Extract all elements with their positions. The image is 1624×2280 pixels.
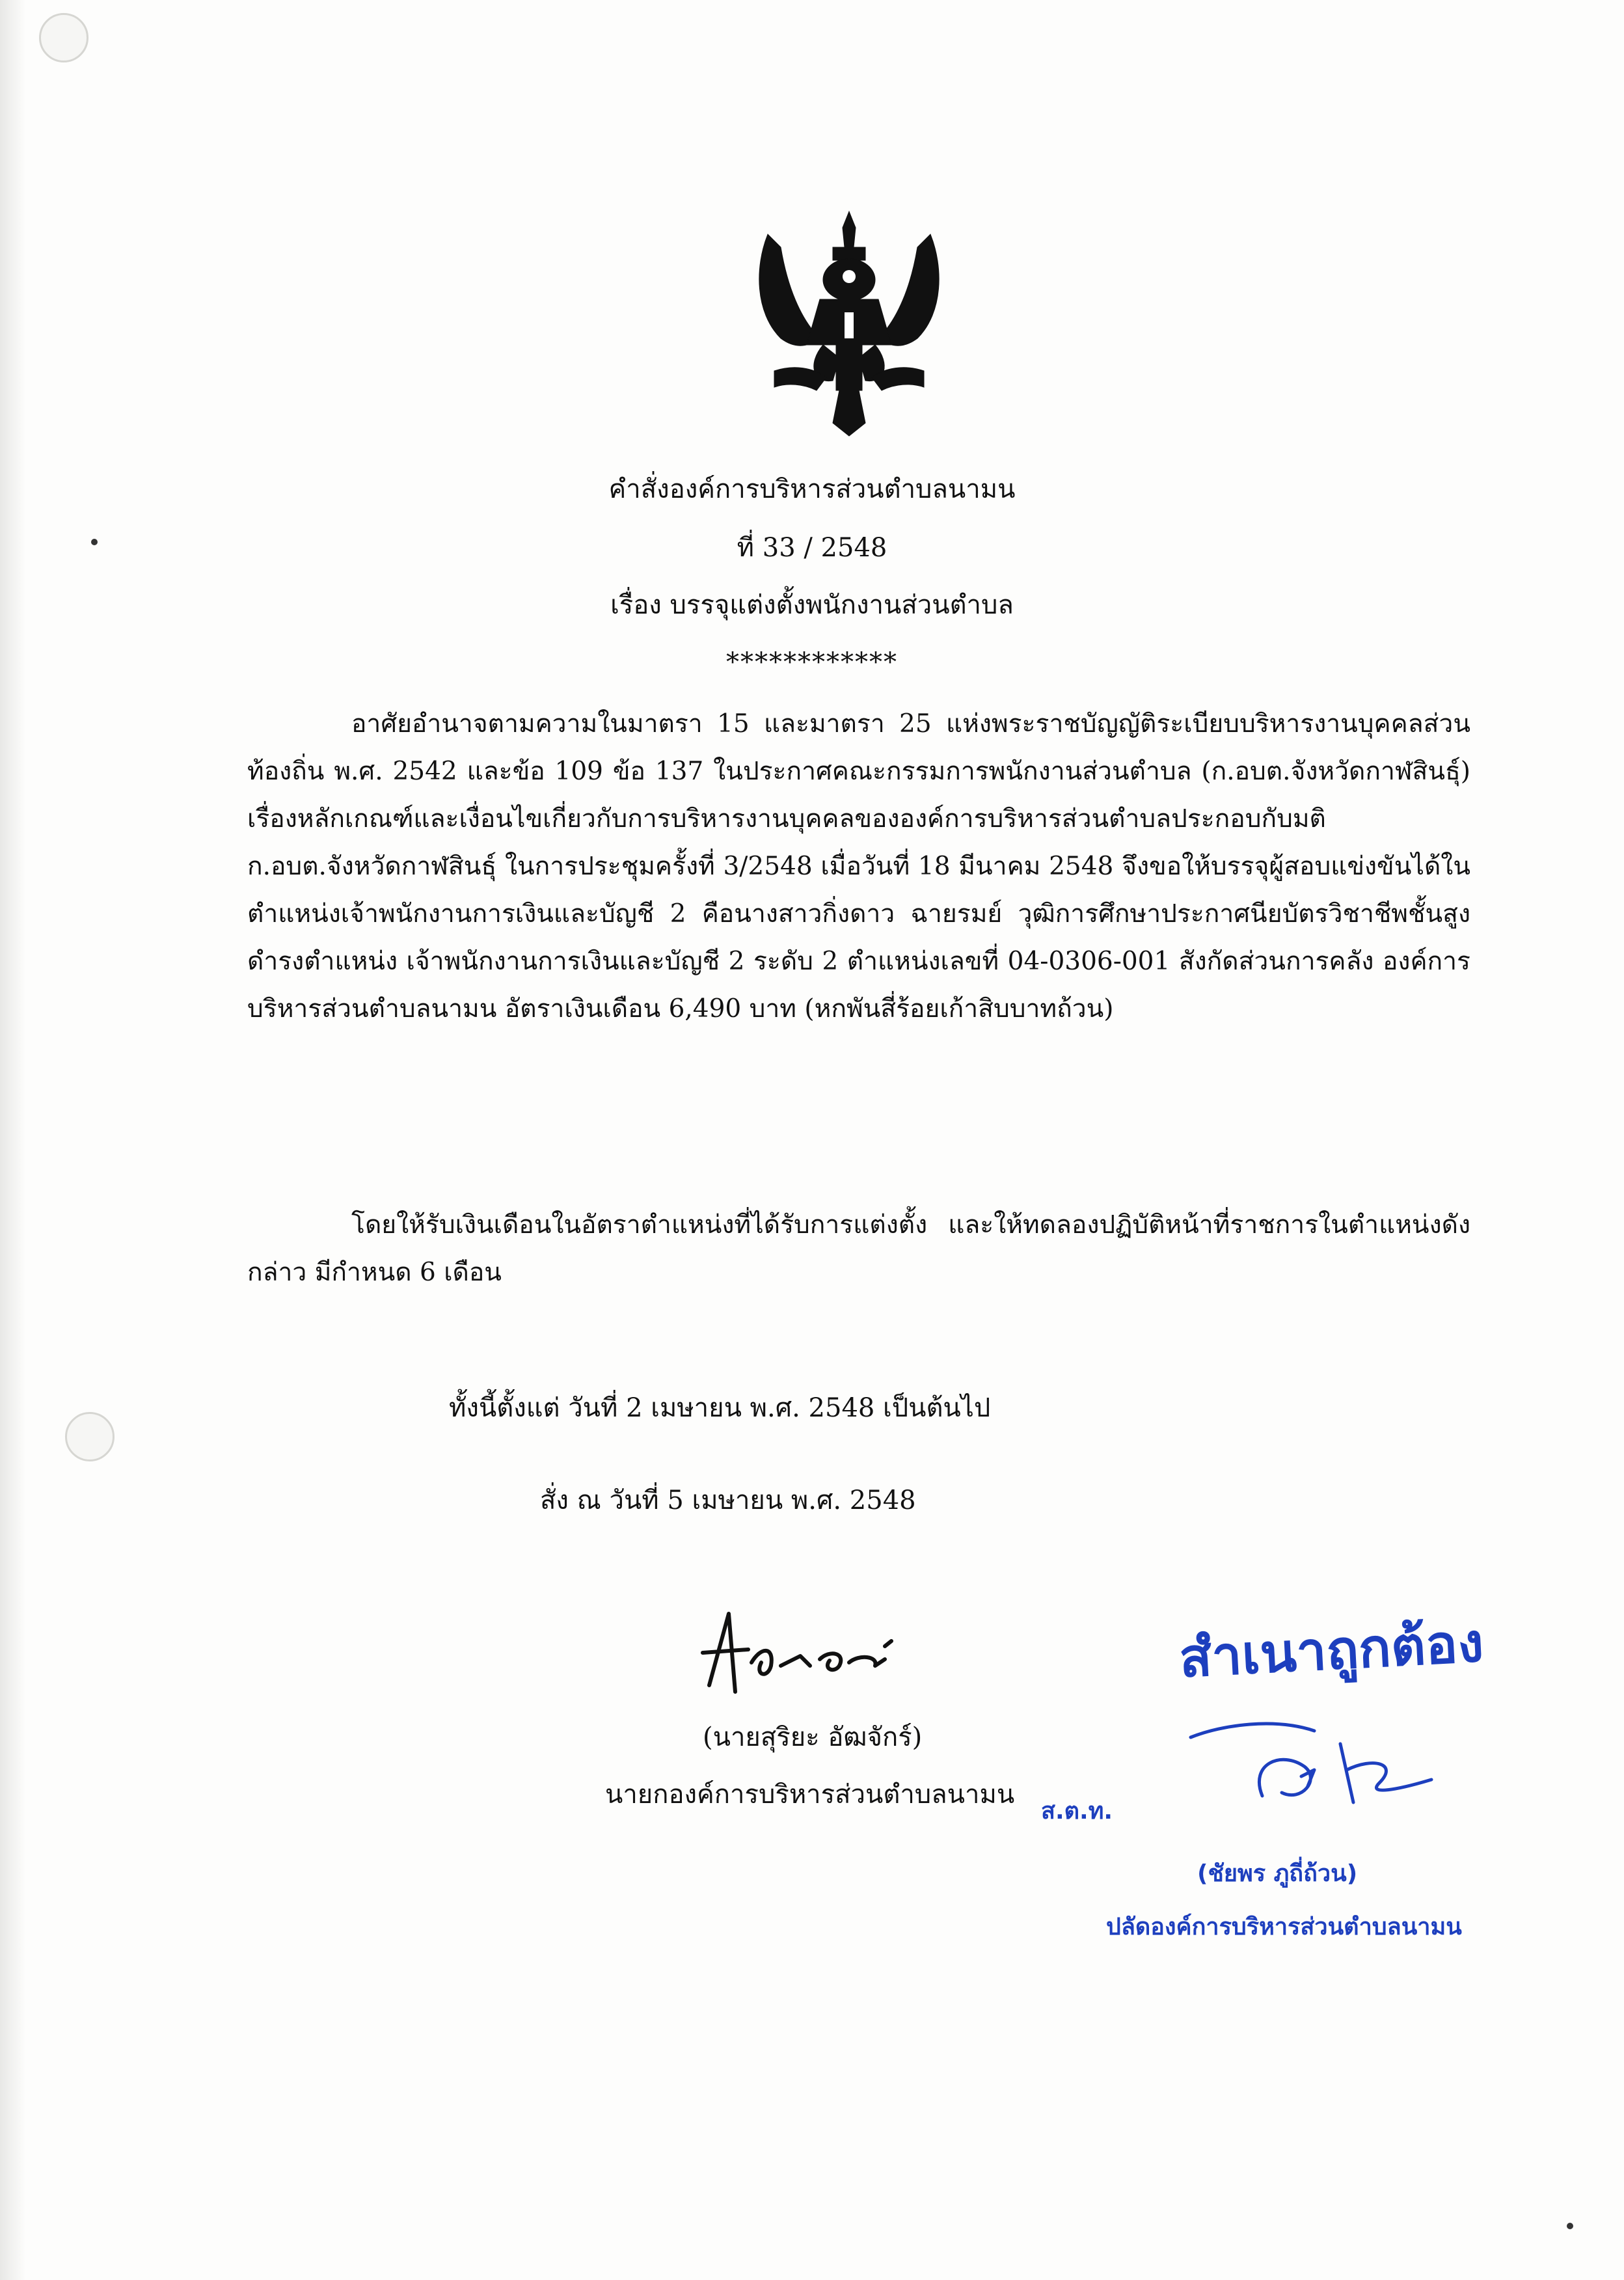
stamp-position: ปลัดองค์การบริหารส่วนตำบลนามน	[1106, 1914, 1462, 1940]
punch-hole	[39, 13, 88, 62]
stamp-name: (ชัยพร ภูถี่ถ้วน)	[1197, 1860, 1358, 1887]
order-date: สั่ง ณ วันที่ 5 เมษายน พ.ศ. 2548	[540, 1486, 916, 1515]
order-title: คำสั่งองค์การบริหารส่วนตำบลนามน	[608, 474, 1016, 504]
garuda-emblem	[742, 208, 956, 442]
scan-speck	[1567, 2223, 1573, 2229]
order-subject: เรื่อง บรรจุแต่งตั้งพนักงานส่วนตำบล	[610, 590, 1014, 620]
punch-hole	[65, 1412, 115, 1461]
stamp-title: สำเนาถูกต้อง	[1178, 1612, 1485, 1690]
signatory-name: (นายสุริยะ อัฒจักร์)	[703, 1722, 923, 1752]
order-number: ที่ 33 / 2548	[737, 533, 887, 563]
header-separator: ************	[726, 647, 898, 677]
signatory-signature	[690, 1601, 924, 1705]
certified-copy-stamp	[1041, 1612, 1509, 1965]
effective-date: ทั้งนี้ตั้งแต่ วันที่ 2 เมษายน พ.ศ. 2548 เป็นต้นไป	[449, 1393, 991, 1423]
stamp-rank: ส.ต.ท.	[1041, 1798, 1113, 1825]
stamp-signature	[1184, 1705, 1457, 1835]
signatory-position: นายกองค์การบริหารส่วนตำบลนามน	[605, 1780, 1015, 1810]
body-paragraph: โดยให้รับเงินเดือนในอัตราตำแหน่งที่ได้รับการแต่งตั้ง และให้ทดลองปฏิบัติหน้าที่ราชการในตำแหน่งดังกล่าว มีกำหนด 6 เดือน	[247, 1210, 1470, 1287]
body-paragraph: อาศัยอำนาจตามความในมาตรา 15 และมาตรา 25 แห่งพระราชบัญญัติระเบียบบริหารงานบุคคลส่วนท้องถิ่น พ.ศ. 2542 และข้อ 109 ข้อ 137 ในประกาศคณะกรรมการพนักงานส่วนตำบล (ก.อบต.จังหวัดกาฬสินธุ์) เรื่องหลักเกณฑ์และเงื่อนไขเกี่ยวกับการบริหารงานบุคคลขององค์การบริหารส่วนตำบลประกอบกับมติ ก.อบต.จังหวัดกาฬสินธุ์ ในการประชุมครั้งที่ 3/2548 เมื่อวันที่ 18 มีนาคม 2548 จึงขอให้บรรจุผู้สอบแข่งขันได้ในตำแหน่งเจ้าพนักงานการเงินและบัญชี 2 คือนางสาวกิ่งดาว ฉายรมย์ วุฒิการศึกษาประกาศนียบัตรวิชาชีพชั้นสูง ดำรงตำแหน่ง เจ้าพนักงานการเงินและบัญชี 2 ระดับ 2 ตำแหน่งเลขที่ 04-0306-001 สังกัดส่วนการคลัง องค์การบริหารส่วนตำบลนามน อัตราเงินเดือน 6,490 บาท (หกพันสี่ร้อยเก้าสิบบาทถ้วน)	[247, 709, 1470, 1024]
page-edge	[0, 0, 26, 2280]
